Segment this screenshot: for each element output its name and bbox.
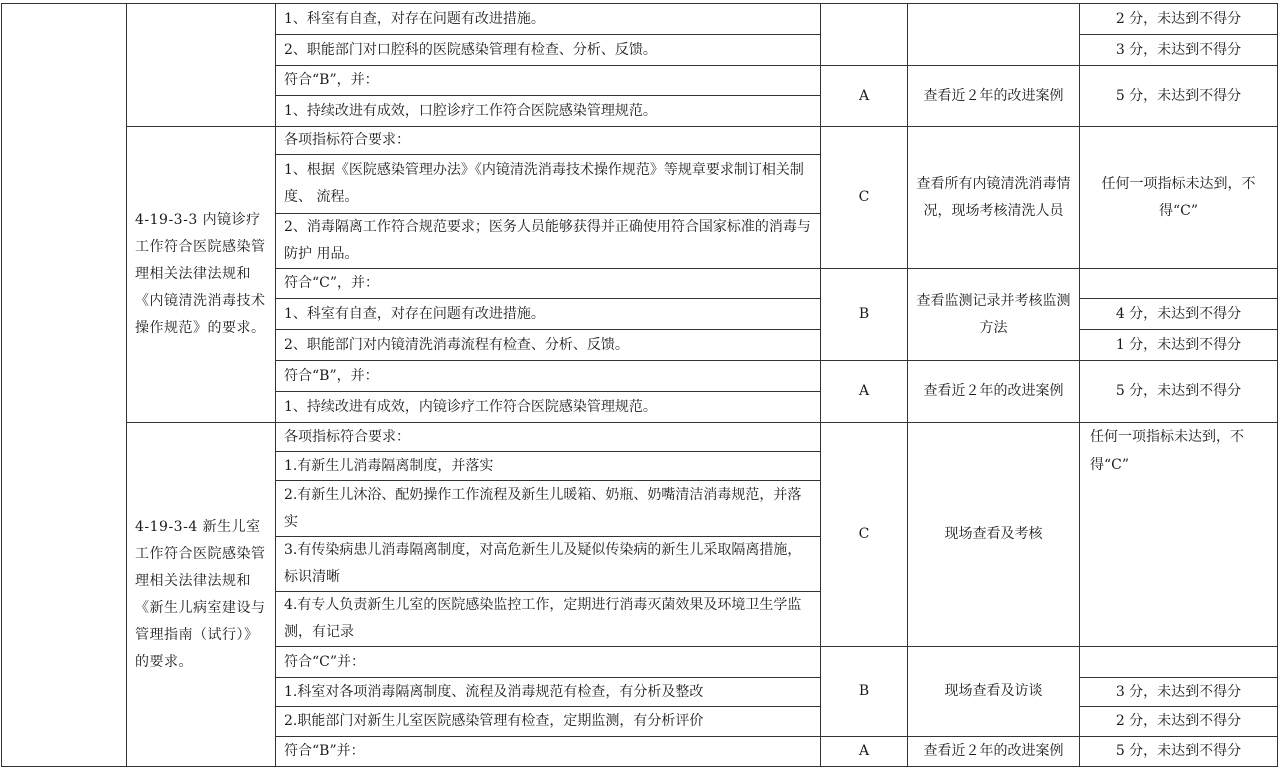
method-cell: 查看近２年的改进案例 (908, 737, 1080, 767)
item-cell: 符合“B”，并： (276, 66, 821, 96)
level-cell: C (821, 127, 908, 269)
item-cell: 4.有专人负责新生儿室的医院感染监控工作，定期进行消毒灭菌效果及环境卫生学监测，有记录 (276, 592, 821, 647)
evaluation-table (1, 3, 1278, 767)
item-cell: 2、职能部门对口腔科的医院感染管理有检查、分析、反馈。 (276, 35, 821, 66)
method-cell: 查看监测记录并考核监测方法 (908, 269, 1080, 361)
level-cell: A (821, 737, 908, 767)
score-cell: 5 分，未达到不得分 (1080, 737, 1278, 767)
score-cell (1080, 647, 1278, 678)
item-cell: 2.职能部门对新生儿室医院感染管理有检查，定期监测，有分析评价 (276, 707, 821, 737)
item-cell: 2、消毒隔离工作符合规范要求；医务人员能够获得并正确使用符合国家标准的消毒与防护 用品。 (276, 214, 821, 269)
level-cell: A (821, 66, 908, 127)
item-cell: 1、持续改进有成效，内镜诊疗工作符合医院感染管理规范。 (276, 392, 821, 423)
item-cell: 1.科室对各项消毒隔离制度、流程及消毒规范有检查，有分析及整改 (276, 678, 821, 707)
level-cell: A (821, 361, 908, 423)
item-cell: 1、科室有自查，对存在问题有改进措施。 (276, 4, 821, 35)
item-cell: 各项指标符合要求： (276, 127, 821, 155)
item-cell: 1、科室有自查，对存在问题有改进措施。 (276, 299, 821, 330)
item-cell: 1、根据《医院感染管理办法》《内镜清洗消毒技术操作规范》等规章要求制订相关制度、 流程。 (276, 155, 821, 214)
level-cell (821, 4, 908, 66)
level-cell: B (821, 269, 908, 361)
score-cell: 任何一项指标未达到，不得“C” (1080, 423, 1278, 647)
item-cell: 符合“B”并： (276, 737, 821, 767)
item-cell: 3.有传染病患儿消毒隔离制度，对高危新生儿及疑似传染病的新生儿采取隔离措施，标识清晰 (276, 537, 821, 592)
method-cell: 现场查看及访谈 (908, 647, 1080, 737)
item-cell: 符合“C”并： (276, 647, 821, 678)
level-cell: B (821, 647, 908, 737)
score-cell: 3 分，未达到不得分 (1080, 678, 1278, 707)
method-cell: 查看近２年的改进案例 (908, 361, 1080, 423)
level-cell: C (821, 423, 908, 647)
blank-column-cell (2, 4, 127, 767)
score-cell (1080, 269, 1278, 299)
item-cell: 2、职能部门对内镜清洗消毒流程有检查、分析、反馈。 (276, 330, 821, 361)
item-cell: 各项指标符合要求： (276, 423, 821, 452)
method-cell: 查看近２年的改进案例 (908, 66, 1080, 127)
score-cell: 任何一项指标未达到，不得“C” (1080, 127, 1278, 269)
method-cell: 现场查看及考核 (908, 423, 1080, 647)
item-cell: 1、持续改进有成效，口腔诊疗工作符合医院感染管理规范。 (276, 96, 821, 127)
score-cell: 3 分，未达到不得分 (1080, 35, 1278, 66)
score-cell: 5 分，未达到不得分 (1080, 66, 1278, 127)
method-cell: 查看所有内镜清洗消毒情况，现场考核清洗人员 (908, 127, 1080, 269)
score-cell: 2 分，未达到不得分 (1080, 707, 1278, 737)
score-cell: 4 分，未达到不得分 (1080, 299, 1278, 330)
standard-cell (127, 4, 276, 127)
score-cell: 5 分，未达到不得分 (1080, 361, 1278, 423)
score-cell: 1 分，未达到不得分 (1080, 330, 1278, 361)
score-cell: 2 分，未达到不得分 (1080, 4, 1278, 35)
item-cell: 2.有新生儿沐浴、配奶操作工作流程及新生儿暖箱、奶瓶、奶嘴清洁消毒规范，并落实 (276, 481, 821, 537)
item-cell: 符合“C”，并： (276, 269, 821, 299)
item-cell: 符合“B”，并： (276, 361, 821, 392)
method-cell (908, 4, 1080, 66)
standard-cell: 4-19-3-4 新生儿室工作符合医院感染管理相关法律法规和《新生儿病室建设与管理指南（试行）》的要求。 (127, 423, 276, 767)
standard-cell: 4-19-3-3 内镜诊疗工作符合医院感染管理相关法律法规和《内镜清洗消毒技术操作规范》的要求。 (127, 127, 276, 423)
item-cell: 1.有新生儿消毒隔离制度，并落实 (276, 452, 821, 481)
